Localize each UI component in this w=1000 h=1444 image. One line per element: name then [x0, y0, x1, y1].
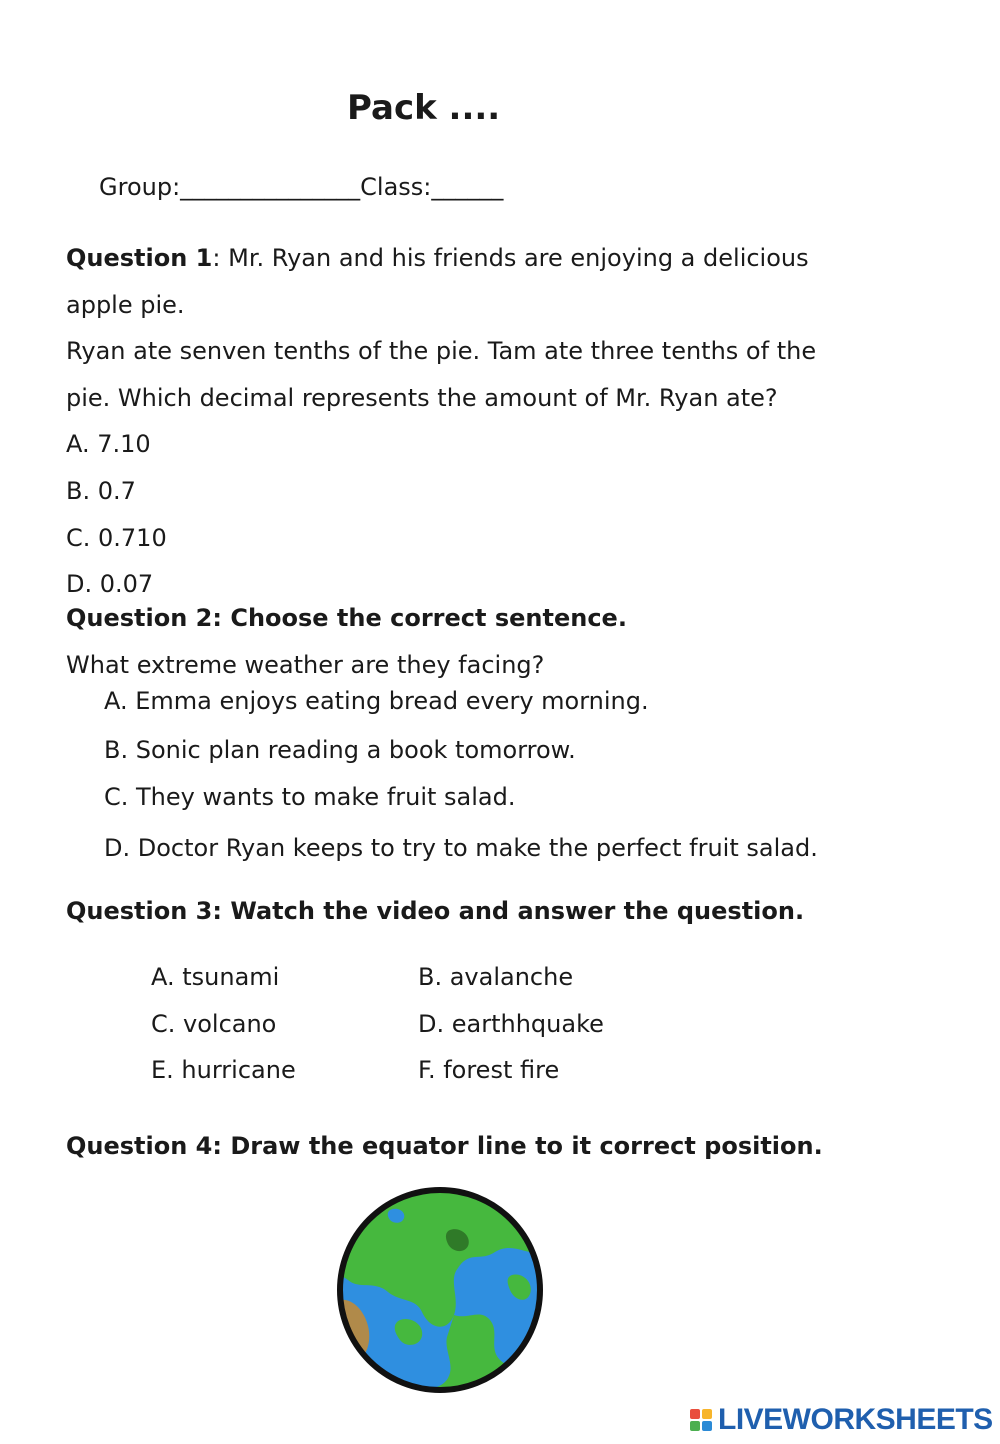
question-3-option-d[interactable]: D. earthhquake	[418, 1010, 604, 1038]
question-4-heading: Question 4: Draw the equator line to it correct position.	[66, 1132, 823, 1160]
question-2-option-d[interactable]: D. Doctor Ryan keeps to try to make the perfect fruit salad.	[104, 834, 818, 862]
question-2-option-c[interactable]: C. They wants to make fruit salad.	[104, 783, 516, 811]
logo-grid-icon	[690, 1409, 712, 1431]
question-2-option-b[interactable]: B. Sonic plan reading a book tomorrow.	[104, 736, 576, 764]
question-2-option-a[interactable]: A. Emma enjoys eating bread every morning.	[104, 687, 649, 715]
question-3-option-e[interactable]: E. hurricane	[151, 1056, 296, 1084]
question-1-line-4: pie. Which decimal represents the amount of Mr. Ryan ate?	[66, 384, 778, 412]
question-1-option-a[interactable]: A. 7.10	[66, 430, 151, 458]
question-1-option-d[interactable]: D. 0.07	[66, 570, 154, 598]
question-2-heading: Question 2: Choose the correct sentence.	[66, 604, 627, 632]
question-3-option-a[interactable]: A. tsunami	[151, 963, 280, 991]
question-3-option-f[interactable]: F. forest fire	[418, 1056, 560, 1084]
group-class-line: Group:_______________Class:______	[99, 173, 504, 201]
earth-globe-icon	[330, 1180, 550, 1398]
question-1-option-c[interactable]: C. 0.710	[66, 524, 167, 552]
question-3-heading: Question 3: Watch the video and answer the question.	[66, 897, 805, 925]
question-1-text: : Mr. Ryan and his friends are enjoying a delicious	[212, 244, 809, 272]
question-1-line-3: Ryan ate senven tenths of the pie. Tam ate three tenths of the	[66, 337, 817, 365]
question-1-label: Question 1	[66, 244, 213, 272]
question-1-option-b[interactable]: B. 0.7	[66, 477, 136, 505]
question-3-option-b[interactable]: B. avalanche	[418, 963, 574, 991]
question-3-option-c[interactable]: C. volcano	[151, 1010, 277, 1038]
earth-drawing-area[interactable]	[330, 1180, 550, 1398]
page-title: Pack ....	[347, 88, 501, 128]
liveworksheets-logo	[690, 1402, 993, 1438]
question-1-line-1	[66, 243, 809, 273]
question-2-subtext: What extreme weather are they facing?	[66, 651, 545, 679]
question-1-line-2: apple pie.	[66, 291, 185, 319]
logo-text: LIVEWORKSHEETS	[718, 1403, 993, 1436]
